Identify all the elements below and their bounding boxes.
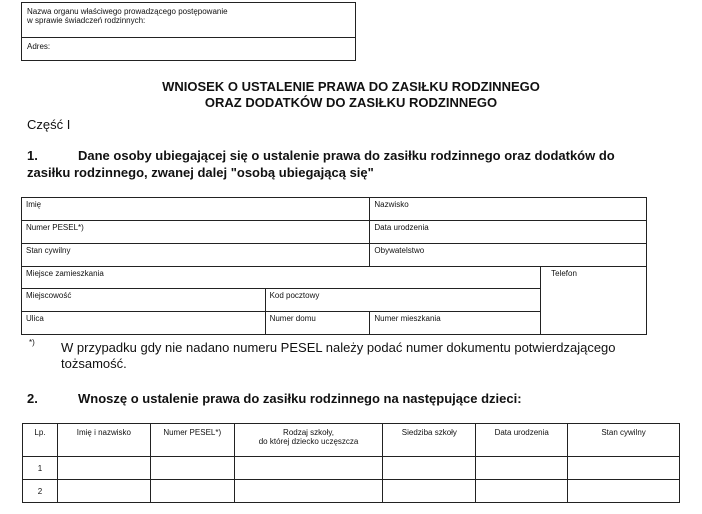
field-imie-label: Imię	[26, 200, 42, 209]
organ-name-field[interactable]	[22, 3, 355, 38]
cell-data-urodzenia[interactable]	[476, 457, 568, 480]
field-nazwisko[interactable]	[370, 198, 647, 221]
field-data-urodzenia-label: Data urodzenia	[374, 223, 429, 232]
cell-siedziba-szkoly[interactable]	[383, 457, 476, 480]
col-data-urodzenia: Data urodzenia	[476, 424, 568, 457]
field-pesel-label: Numer PESEL*)	[26, 223, 84, 232]
section2-heading: Wnoszę o ustalenie prawa do zasiłku rodzinnego na następujące dzieci:	[78, 391, 522, 406]
field-stan-cywilny-label: Stan cywilny	[26, 246, 71, 255]
col-siedziba-szkoly: Siedziba szkoły	[383, 424, 476, 457]
field-obywatelstwo-label: Obywatelstwo	[374, 246, 425, 255]
cell-pesel[interactable]	[150, 457, 234, 480]
section1-number: 1.	[27, 148, 38, 163]
part-label: Część I	[27, 117, 71, 132]
field-data-urodzenia[interactable]	[370, 221, 647, 244]
cell-stan-cywilny[interactable]	[568, 457, 680, 480]
col-stan-cywilny: Stan cywilny	[568, 424, 680, 457]
section1-heading-line1: Dane osoby ubiegającej się o ustalenie prawa do zasiłku rodzinnego oraz dodatków do	[78, 148, 615, 163]
children-table-header	[23, 424, 680, 457]
field-telefon-label: Telefon	[551, 269, 577, 278]
children-table	[22, 423, 680, 503]
applicant-data-table	[21, 197, 647, 335]
organ-box	[21, 2, 356, 61]
section1-heading-line2: zasiłku rodzinnego, zwanej dalej "osobą ubiegającą się"	[27, 165, 374, 180]
field-nazwisko-label: Nazwisko	[374, 200, 409, 209]
organ-address-label: Adres:	[27, 42, 51, 51]
cell-siedziba-szkoly[interactable]	[383, 480, 476, 503]
field-ulica-label: Ulica	[26, 314, 44, 323]
cell-data-urodzenia[interactable]	[476, 480, 568, 503]
field-kod-label: Kod pocztowy	[269, 291, 320, 300]
table-row	[23, 457, 680, 480]
footnote-mark: *)	[29, 338, 35, 347]
footnote-line2: tożsamość.	[61, 356, 127, 371]
row-lp: 2	[23, 480, 58, 503]
cell-stan-cywilny[interactable]	[568, 480, 680, 503]
cell-rodzaj-szkoly[interactable]	[234, 457, 383, 480]
section2-number: 2.	[27, 391, 38, 406]
field-numer-mieszkania[interactable]	[370, 312, 541, 335]
field-miejsce-label: Miejsce zamieszkania	[26, 269, 104, 278]
field-obywatelstwo[interactable]	[370, 244, 647, 267]
field-numer-domu[interactable]	[265, 312, 370, 335]
col-rodzaj-szkoly	[234, 424, 383, 457]
form-title-line2: ORAZ DODATKÓW DO ZASIŁKU RODZINNEGO	[204, 95, 498, 110]
field-miejsce-zamieszkania	[22, 267, 541, 289]
cell-pesel[interactable]	[150, 480, 234, 503]
col-rodzaj-szkoly-line1: Rodzaj szkoły,	[283, 428, 335, 437]
col-rodzaj-szkoly-line2: do której dziecko uczęszcza	[258, 437, 359, 446]
field-telefon[interactable]	[541, 267, 647, 335]
field-miejscowosc[interactable]	[22, 289, 266, 312]
cell-imie-nazwisko[interactable]	[57, 480, 150, 503]
field-nr-domu-label: Numer domu	[269, 314, 316, 323]
organ-name-label-line1: Nazwa organu właściwego prowadzącego postępowanie	[27, 7, 228, 16]
cell-rodzaj-szkoly[interactable]	[234, 480, 383, 503]
field-nr-mieszkania-label: Numer mieszkania	[374, 314, 441, 323]
form-title-line1: WNIOSEK O USTALENIE PRAWA DO ZASIŁKU RODZINNEGO	[162, 79, 540, 94]
table-row	[23, 480, 680, 503]
field-ulica[interactable]	[22, 312, 266, 335]
organ-name-label-line2: w sprawie świadczeń rodzinnych:	[27, 16, 146, 25]
footnote-line1: W przypadku gdy nie nadano numeru PESEL należy podać numer dokumentu potwierdzającego	[61, 340, 616, 355]
field-kod-pocztowy[interactable]	[265, 289, 541, 312]
field-stan-cywilny[interactable]	[22, 244, 370, 267]
row-lp: 1	[23, 457, 58, 480]
field-miejscowosc-label: Miejscowość	[26, 291, 72, 300]
cell-imie-nazwisko[interactable]	[57, 457, 150, 480]
organ-name-label	[27, 7, 228, 25]
col-pesel: Numer PESEL*)	[150, 424, 234, 457]
field-imie[interactable]	[22, 198, 370, 221]
col-imie-nazwisko: Imię i nazwisko	[57, 424, 150, 457]
col-lp: Lp.	[23, 424, 58, 457]
field-pesel[interactable]	[22, 221, 370, 244]
